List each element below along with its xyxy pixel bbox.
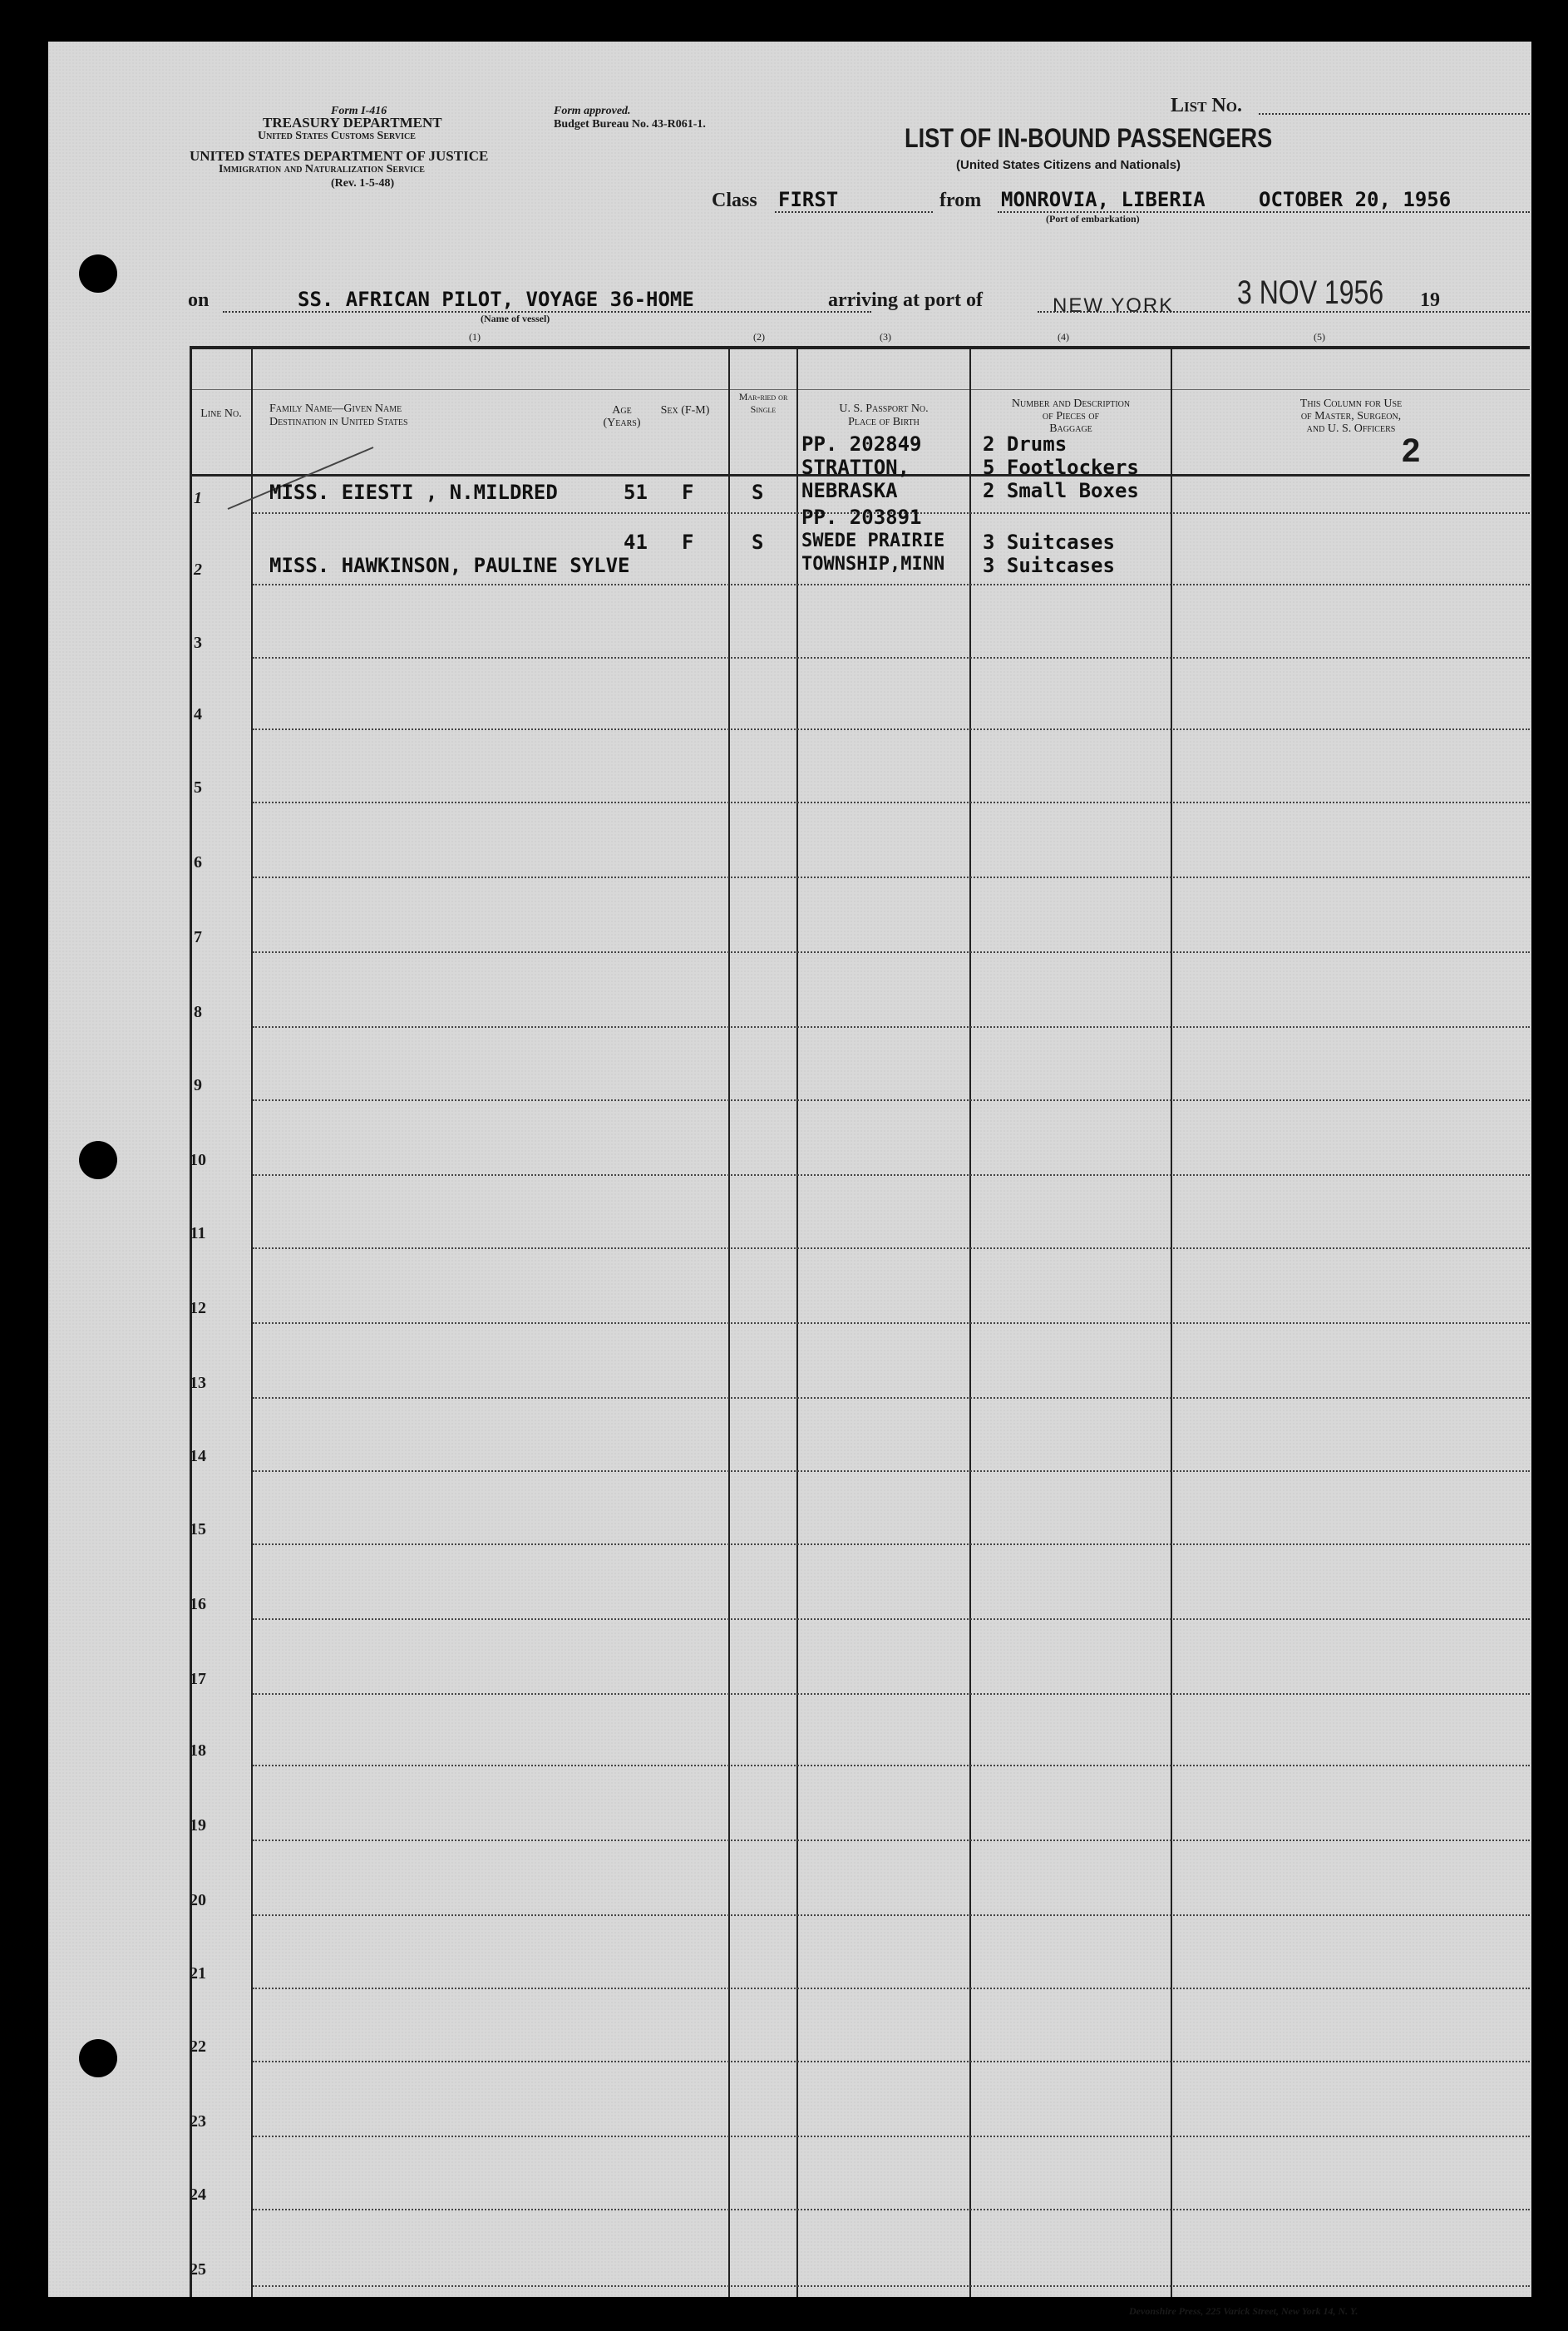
vessel-value: SS. AFRICAN PILOT, VOYAGE 36-HOME	[298, 288, 694, 311]
form-approved: Form approved.	[554, 105, 631, 117]
binder-hole-bottom	[79, 2039, 117, 2077]
passenger-sex: F	[682, 481, 694, 504]
line-number: 15	[190, 1520, 206, 1538]
passenger-name: MISS. HAWKINSON, PAULINE SYLVE	[269, 554, 630, 577]
birth-place-line-2: NEBRASKA	[801, 479, 898, 502]
passport-number: PP. 202849	[801, 432, 922, 456]
line-number: 19	[190, 1816, 206, 1835]
revision-label: (Rev. 1-5-48)	[331, 177, 395, 190]
line-number: 14	[190, 1447, 206, 1465]
arrival-date-stamp: 3 NOV 1956	[1237, 274, 1384, 311]
treasury-department: TREASURY DEPARTMENT	[263, 115, 442, 131]
header-officers-3: and U. S. Officers	[1306, 422, 1396, 435]
column-number-2: (2)	[753, 331, 765, 343]
ins-label: Immigration and Naturalization Service	[219, 163, 425, 175]
officer-count: 2	[1402, 432, 1421, 469]
list-no-label: List No.	[1171, 95, 1242, 116]
line-number: 20	[190, 1891, 206, 1909]
birth-place-line-2: TOWNSHIP,MINN	[801, 554, 945, 575]
passport-number: PP. 203891	[801, 506, 922, 529]
class-value: FIRST	[778, 188, 839, 211]
col-divider-married	[796, 346, 798, 2297]
column-number-5: (5)	[1314, 331, 1325, 343]
passenger-status: S	[752, 481, 764, 504]
table-top-inner	[190, 389, 1530, 390]
header-baggage-1: Number and Description	[1011, 398, 1131, 410]
line-number: 22	[190, 2037, 206, 2056]
department-of-justice: UNITED STATES DEPARTMENT OF JUSTICE	[190, 148, 489, 164]
embarkation-port-value: MONROVIA, LIBERIA	[1001, 188, 1206, 211]
form-number: Form I-416	[331, 105, 387, 117]
header-birth: Place of Birth	[848, 416, 920, 428]
line-number: 3	[194, 634, 202, 652]
col-divider-line	[251, 346, 253, 2297]
column-number-4: (4)	[1058, 331, 1069, 343]
column-number-1: (1)	[469, 331, 481, 343]
line-number: 8	[194, 1003, 202, 1021]
header-destination: Destination in United States	[269, 416, 408, 428]
passenger-status: S	[752, 531, 764, 554]
col-divider-passport	[969, 346, 971, 2297]
line-number: 2	[194, 561, 202, 579]
port-embarkation-note: (Port of embarkation)	[1046, 213, 1140, 225]
line-number: 11	[190, 1224, 206, 1242]
budget-bureau: Budget Bureau No. 43-R061-1.	[554, 118, 706, 131]
header-line-no: Line No.	[200, 407, 242, 420]
line-number: 9	[194, 1076, 202, 1094]
baggage-line-2: 3 Suitcases	[983, 554, 1115, 577]
binder-hole-middle	[79, 1141, 117, 1179]
line-number: 12	[190, 1299, 206, 1317]
line-number: 5	[194, 778, 202, 797]
line-number: 7	[194, 928, 202, 946]
check-mark-icon	[219, 441, 377, 516]
arriving-label: arriving at port of	[828, 289, 983, 311]
form-subtitle: (United States Citizens and Nationals)	[956, 158, 1181, 172]
arrival-port-value: NEW YORK	[1053, 294, 1175, 317]
class-line	[775, 211, 933, 213]
baggage-line-2: 5 Footlockers	[983, 456, 1139, 479]
from-label: from	[939, 190, 982, 211]
passenger-name: MISS. EIESTI , N.MILDRED	[269, 481, 558, 504]
line-number: 4	[194, 705, 202, 723]
birth-place-line-1: SWEDE PRAIRIE	[801, 531, 945, 551]
table-top-border	[190, 346, 1530, 349]
header-baggage-2: of Pieces of	[1042, 410, 1100, 422]
line-number: 16	[190, 1595, 206, 1613]
arrival-line	[1038, 311, 1530, 313]
vessel-note: (Name of vessel)	[481, 313, 550, 324]
line-number: 24	[190, 2185, 206, 2204]
line-number: 23	[190, 2112, 206, 2131]
line-number: 18	[190, 1741, 206, 1760]
form-page	[48, 42, 1531, 2317]
baggage-line-1: 2 Drums	[983, 432, 1068, 456]
line-number: 6	[194, 853, 202, 872]
col-divider-name	[728, 346, 730, 2297]
departure-date-value: OCTOBER 20, 1956	[1259, 188, 1452, 211]
line-number: 10	[190, 1151, 206, 1169]
header-name: Family Name—Given Name	[269, 402, 402, 415]
column-number-3: (3)	[880, 331, 891, 343]
passenger-sex: F	[682, 531, 694, 554]
line-number: 21	[190, 1964, 206, 1983]
list-no-line	[1259, 113, 1530, 115]
header-age: Age (Years)	[603, 404, 641, 429]
baggage-line-1: 3 Suitcases	[983, 531, 1115, 554]
line-number: 1	[194, 489, 202, 507]
on-label: on	[188, 289, 210, 311]
header-officers-2: of Master, Surgeon,	[1300, 410, 1402, 422]
header-baggage-3: Baggage	[1049, 422, 1092, 435]
header-sex: Sex (F-M)	[660, 404, 710, 417]
passenger-age: 51	[624, 481, 648, 504]
binder-hole-top	[79, 254, 117, 293]
line-number: 13	[190, 1374, 206, 1392]
header-passport: U. S. Passport No.	[839, 402, 929, 415]
class-label: Class	[712, 190, 757, 211]
passenger-age: 41	[624, 531, 648, 554]
form-title: LIST OF IN-BOUND PASSENGERS	[905, 123, 1273, 153]
col-divider-baggage	[1171, 346, 1172, 2297]
customs-service: United States Customs Service	[258, 130, 416, 142]
printer-credit: Devonshire Press, 225 Varick Street, New York 14, N. Y.	[1129, 2305, 1358, 2317]
line-number: 17	[190, 1670, 206, 1688]
baggage-line-3: 2 Small Boxes	[983, 479, 1139, 502]
line-number: 25	[190, 2260, 206, 2279]
year-suffix: 19	[1420, 289, 1440, 311]
header-officers-1: This Column for Use	[1299, 398, 1403, 410]
header-married: Mar-ried or Single	[738, 391, 788, 415]
birth-place-line-1: STRATTON,	[801, 456, 910, 479]
